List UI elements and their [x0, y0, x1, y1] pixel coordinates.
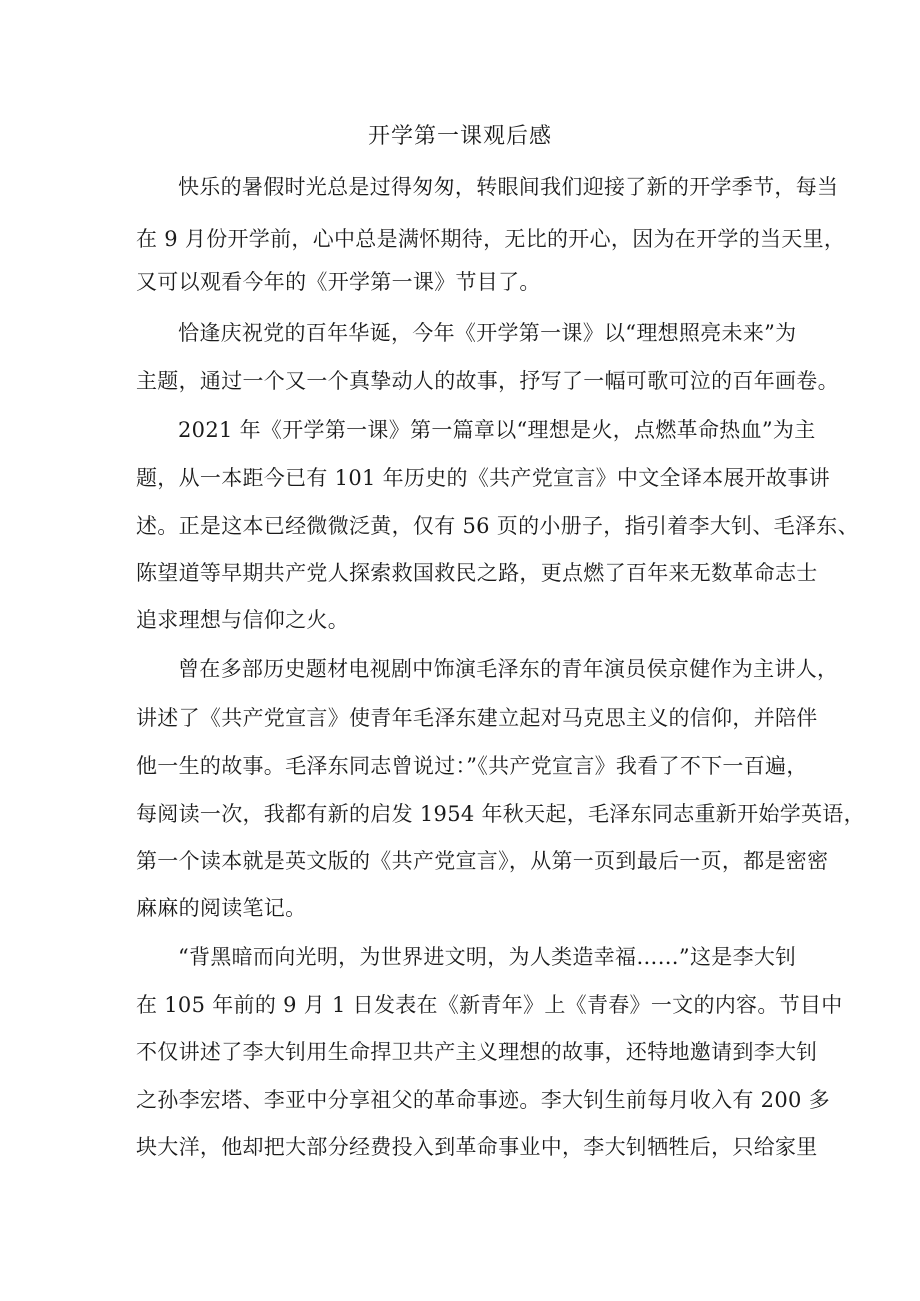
paragraph-3-line-4: 陈望道等早期共产党人探索救国救民之路，更点燃了百年来无数革命志士: [136, 561, 818, 585]
paragraph-5-line-2: 在 105 年前的 9 月 1 日发表在《新青年》上《青春》一文的内容。节目中: [136, 993, 843, 1017]
paragraph-3-line-5: 追求理想与信仰之火。: [136, 608, 349, 632]
paragraph-3-line-2: 题，从一本距今已有 101 年历史的《共产党宣言》中文全译本展开故事讲: [136, 466, 830, 490]
paragraph-1-line-3: 又可以观看今年的《开学第一课》节目了。: [136, 270, 541, 294]
paragraph-3-line-3: 述。正是这本已经微微泛黄，仅有 56 页的小册子，指引着李大钊、毛泽东、: [136, 514, 859, 538]
paragraph-5-line-5: 块大洋，他却把大部分经费投入到革命事业中，李大钊牺牲后，只给家里: [136, 1135, 818, 1159]
paragraph-4-line-2: 讲述了《共产党宣言》使青年毛泽东建立起对马克思主义的信仰，并陪伴: [136, 706, 818, 730]
paragraph-4-line-6: 麻麻的阅读笔记。: [136, 896, 307, 920]
paragraph-4-line-3: 他一生的故事。毛泽东同志曾说过：”《共产党宣言》我看了不下一百遍，: [136, 754, 808, 778]
paragraph-5-line-1: “背黑暗而向光明，为世界进文明，为人类造幸福……”这是李大钊: [178, 945, 797, 969]
paragraph-2-line-2: 主题，通过一个又一个真挚动人的故事，抒写了一幅可歌可泣的百年画卷。: [136, 369, 839, 393]
document-title: 开学第一课观后感: [367, 124, 552, 149]
paragraph-5-line-3: 不仅讲述了李大钊用生命捍卫共产主义理想的故事，还特地邀请到李大钊: [136, 1040, 818, 1064]
paragraph-3-line-1: 2021 年《开学第一课》第一篇章以“理想是火，点燃革命热血”为主: [178, 418, 816, 442]
paragraph-2-line-1: 恰逢庆祝党的百年华诞，今年《开学第一课》以“理想照亮未来”为: [178, 321, 797, 345]
paragraph-1-line-1: 快乐的暑假时光总是过得匆匆，转眼间我们迎接了新的开学季节，每当: [178, 175, 839, 199]
paragraph-5-line-4: 之孙李宏塔、李亚中分享祖父的革命事迹。李大钊生前每月收入有 200 多: [136, 1088, 830, 1112]
paragraph-4-line-4: 每阅读一次，我都有新的启发 1954 年秋天起，毛泽东同志重新开始学英语，: [136, 802, 865, 826]
paragraph-1-line-2: 在 9 月份开学前，心中总是满怀期待，无比的开心，因为在开学的当天里，: [136, 227, 846, 251]
paragraph-4-line-5: 第一个读本就是英文版的《共产党宣言》，从第一页到最后一页，都是密密: [136, 849, 829, 873]
paragraph-4-line-1: 曾在多部历史题材电视剧中饰演毛泽东的青年演员侯京健作为主讲人，: [178, 657, 839, 681]
